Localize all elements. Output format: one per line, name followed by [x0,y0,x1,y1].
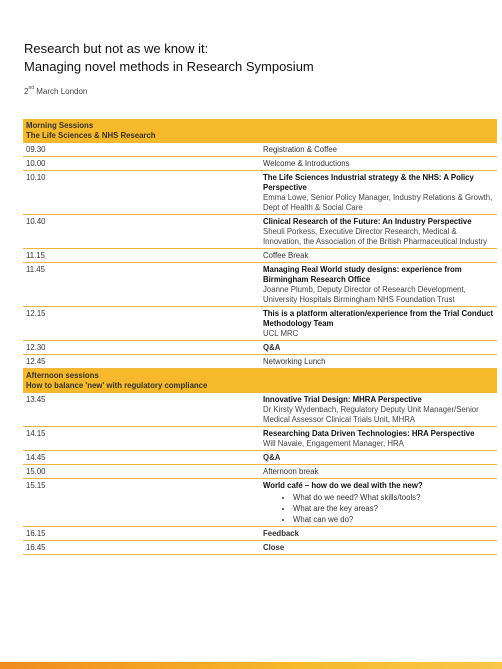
agenda-row [23,307,497,341]
bullet-item: • What do we need? What skills/tools? [293,492,494,503]
agenda-time: 12.15 [23,307,260,341]
date-suffix: nd [28,85,35,91]
agenda-title: Networking Lunch [260,355,497,369]
agenda-row [23,157,497,171]
agenda-row [23,355,497,369]
agenda-time: 16.15 [23,527,260,541]
morning-header-title: Morning Sessions [26,121,94,130]
agenda-title: Innovative Trial Design: MHRA Perspective [263,395,422,404]
agenda-table [23,119,497,555]
agenda-speaker: Will Navaie, Engagement Manager, HRA [263,439,404,448]
agenda-row [23,215,497,249]
agenda-speaker: Dr Kirsty Wydenbach, Regulatory Deputy Unit Manager/Senior Medical Assessor Clinical Trials Unit, MHRA [263,405,479,424]
agenda-speaker: Emma Lowe, Senior Policy Manager, Industry Relations & Growth, Dept of Health & Social Care [263,193,493,212]
agenda-time: 13.45 [23,393,260,427]
title-line-2: Managing novel methods in Research Symposium [24,59,314,74]
agenda-row [23,393,497,427]
agenda-row [23,479,497,527]
agenda-row [23,465,497,479]
footer-accent-bar [0,662,502,669]
afternoon-header-title: Afternoon sessions [26,371,99,380]
agenda-title: This is a platform alteration/experience from the Trial Conduct Methodology Team [263,309,494,328]
agenda-speaker: UCL MRC [263,329,299,338]
agenda-title: Researching Data Driven Technologies: HRA Perspective [263,429,475,438]
agenda-row [23,249,497,263]
agenda-title: Afternoon break [260,465,497,479]
agenda-time: 09.30 [23,143,260,157]
bullet-list [263,492,494,525]
event-date [24,87,87,96]
bullet-item: • What can we do? [293,514,494,525]
morning-header-subtitle: The Life Sciences & NHS Research [26,131,156,140]
agenda-title: Coffee Break [260,249,497,263]
agenda-title: Clinical Research of the Future: An Industry Perspective [263,217,472,226]
agenda-row [23,263,497,307]
agenda-time: 10.10 [23,171,260,215]
agenda-speaker: Joanne Plumb, Deputy Director of Research Development, University Hospitals Birmingham NHS Foundation Trust [263,285,466,304]
agenda-title: Registration & Coffee [260,143,497,157]
agenda-title: Q&A [260,341,497,355]
agenda-time: 15.15 [23,479,260,527]
agenda-title: Managing Real World study designs: experience from Birmingham Research Office [263,265,462,284]
agenda-time: 10.00 [23,157,260,171]
title-line-1: Research but not as we know it: [24,41,209,56]
agenda-time: 16.45 [23,541,260,555]
agenda-speaker: Sheuli Porkess, Executive Director Research, Medical & Innovation, the Association of the British Pharmaceutical Industry [263,227,488,246]
agenda-time: 15.00 [23,465,260,479]
date-rest: March London [34,87,88,96]
session-header-morning [23,119,497,143]
agenda-row [23,171,497,215]
date-day: 2 [24,87,29,96]
agenda-title: Feedback [260,527,497,541]
agenda-time: 14.15 [23,427,260,451]
agenda-row [23,451,497,465]
agenda-row [23,527,497,541]
agenda-time: 10.40 [23,215,260,249]
bullet-item: • What are the key areas? [293,503,494,514]
agenda-row [23,143,497,157]
agenda-title: Q&A [260,451,497,465]
agenda-time: 11.45 [23,263,260,307]
agenda-time: 12.30 [23,341,260,355]
afternoon-header-subtitle: How to balance 'new' with regulatory compliance [26,381,208,390]
agenda-title: Close [260,541,497,555]
agenda-title: World café – how do we deal with the new? [263,481,423,490]
agenda-row [23,427,497,451]
agenda-time: 11.15 [23,249,260,263]
session-header-afternoon [23,369,497,393]
agenda-time: 12.45 [23,355,260,369]
agenda-time: 14.45 [23,451,260,465]
agenda-row [23,541,497,555]
document-title [24,40,484,76]
agenda-title: Welcome & Introductions [260,157,497,171]
agenda-row [23,341,497,355]
agenda-title: The Life Sciences Industrial strategy & the NHS: A Policy Perspective [263,173,474,192]
